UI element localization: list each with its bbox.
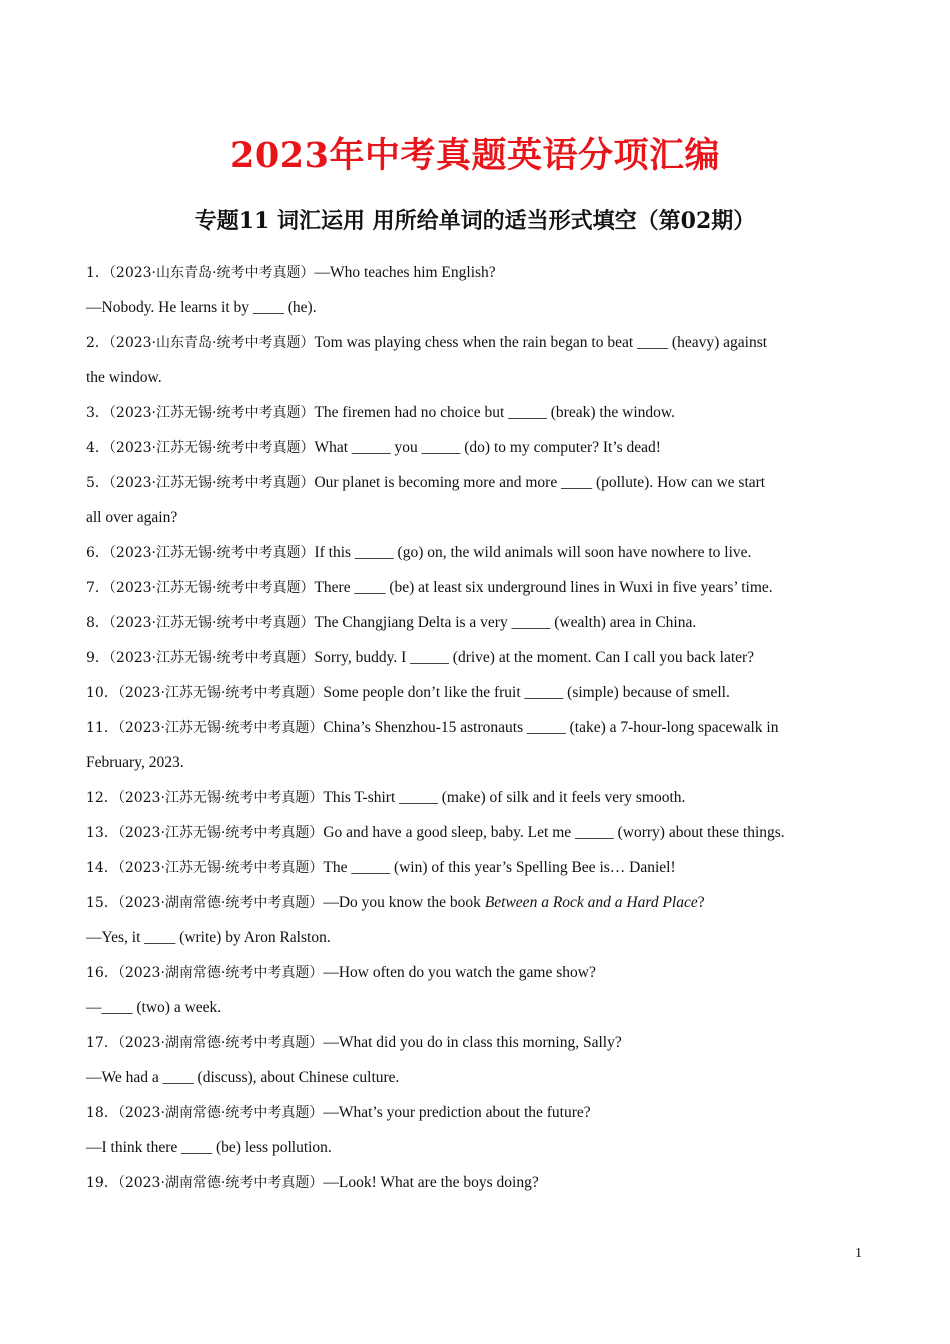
question-first-line	[86, 468, 876, 503]
question-first-line	[86, 573, 876, 608]
question-number: 16．	[86, 965, 118, 981]
question-source: （2023·湖南常德·统考中考真题）	[117, 1105, 324, 1121]
question-first-line	[86, 328, 876, 363]
question-source: （2023·江苏无锡·统考中考真题）	[117, 720, 324, 736]
question-item	[86, 958, 876, 1028]
question-text: all over again?	[86, 509, 178, 526]
question-source: （2023·江苏无锡·统考中考真题）	[108, 405, 315, 421]
question-item	[86, 1168, 876, 1203]
question-source: （2023·江苏无锡·统考中考真题）	[117, 790, 324, 806]
question-item	[86, 1028, 876, 1098]
question-first-line	[86, 1028, 876, 1063]
question-continuation-line	[86, 503, 876, 538]
question-item	[86, 258, 876, 328]
question-item	[86, 783, 876, 818]
question-continuation-line	[86, 1133, 876, 1168]
question-number: 14．	[86, 860, 118, 876]
question-number: 5．	[86, 475, 109, 491]
question-number: 19．	[86, 1175, 118, 1191]
question-text: Sorry, buddy. I _____ (drive) at the moment. Can I call you back later?	[314, 649, 755, 666]
question-list	[86, 258, 876, 1203]
question-item	[86, 713, 876, 783]
question-text-end: ?	[697, 894, 705, 911]
question-source: （2023·湖南常德·统考中考真题）	[117, 1175, 324, 1191]
question-number: 2．	[86, 335, 109, 351]
question-text: There ____ (be) at least six underground lines in Wuxi in five years’ time.	[314, 579, 773, 596]
page-number: 1	[855, 1246, 862, 1261]
question-text: The _____ (win) of this year’s Spelling Bee is… Daniel!	[323, 859, 676, 876]
question-text: —How often do you watch the game show?	[323, 964, 596, 981]
question-text: the window.	[86, 369, 162, 386]
question-text: Tom was playing chess when the rain began to beat ____ (heavy) against	[314, 334, 768, 351]
question-text: Go and have a good sleep, baby. Let me _____ (worry) about these things.	[323, 824, 785, 841]
question-first-line	[86, 258, 876, 293]
question-item	[86, 433, 876, 468]
question-source: （2023·江苏无锡·统考中考真题）	[108, 580, 315, 596]
question-text: —We had a ____ (discuss), about Chinese culture.	[86, 1069, 400, 1086]
question-number: 3．	[86, 405, 109, 421]
question-source: （2023·江苏无锡·统考中考真题）	[108, 650, 315, 666]
question-number: 18．	[86, 1105, 118, 1121]
question-text: The firemen had no choice but _____ (break) the window.	[314, 404, 675, 421]
question-item	[86, 1098, 876, 1168]
question-text: —Who teaches him English?	[314, 264, 496, 281]
question-continuation-line	[86, 923, 876, 958]
question-source: （2023·江苏无锡·统考中考真题）	[117, 825, 324, 841]
question-first-line	[86, 1168, 876, 1203]
question-number: 8．	[86, 615, 109, 631]
question-text: —____ (two) a week.	[86, 999, 222, 1016]
question-number: 17．	[86, 1035, 118, 1051]
question-source: （2023·山东青岛·统考中考真题）	[108, 265, 315, 281]
question-continuation-line	[86, 1063, 876, 1098]
page-subtitle: 专题11 词汇运用 用所给单词的适当形式填空（第02期）	[194, 208, 756, 234]
question-number: 12．	[86, 790, 118, 806]
question-first-line	[86, 678, 876, 713]
question-item	[86, 853, 876, 888]
question-text: This T-shirt _____ (make) of silk and it feels very smooth.	[323, 789, 686, 806]
question-first-line	[86, 783, 876, 818]
question-number: 7．	[86, 580, 109, 596]
question-continuation-line	[86, 363, 876, 398]
question-text: Our planet is becoming more and more ____ (pollute). How can we start	[314, 474, 766, 491]
question-source: （2023·江苏无锡·统考中考真题）	[108, 440, 315, 456]
question-text: —What’s your prediction about the future?	[323, 1104, 591, 1121]
question-first-line	[86, 608, 876, 643]
question-continuation-line	[86, 748, 876, 783]
question-item	[86, 608, 876, 643]
question-source: （2023·江苏无锡·统考中考真题）	[117, 685, 324, 701]
question-text: —I think there ____ (be) less pollution.	[86, 1139, 332, 1156]
question-number: 4．	[86, 440, 109, 456]
question-text: —What did you do in class this morning, Sally?	[323, 1034, 622, 1051]
question-first-line	[86, 538, 876, 573]
question-first-line	[86, 888, 876, 923]
question-source: （2023·湖南常德·统考中考真题）	[117, 895, 324, 911]
question-text: If this _____ (go) on, the wild animals will soon have nowhere to live.	[314, 544, 752, 561]
question-number: 1．	[86, 265, 109, 281]
question-first-line	[86, 818, 876, 853]
question-first-line	[86, 1098, 876, 1133]
question-item	[86, 573, 876, 608]
question-text: China’s Shenzhou-15 astronauts _____ (take) a 7-hour-long spacewalk in	[323, 719, 779, 736]
question-source: （2023·湖南常德·统考中考真题）	[117, 1035, 324, 1051]
question-number: 6．	[86, 545, 109, 561]
question-number: 13．	[86, 825, 118, 841]
question-number: 9．	[86, 650, 109, 666]
question-item	[86, 643, 876, 678]
question-item	[86, 398, 876, 433]
question-source: （2023·山东青岛·统考中考真题）	[108, 335, 315, 351]
question-item	[86, 538, 876, 573]
question-text: The Changjiang Delta is a very _____ (wealth) area in China.	[314, 614, 697, 631]
question-item	[86, 328, 876, 398]
book-title: Between a Rock and a Hard Place	[484, 894, 698, 911]
question-number: 15．	[86, 895, 118, 911]
question-source: （2023·江苏无锡·统考中考真题）	[108, 545, 315, 561]
question-text: —Look! What are the boys doing?	[323, 1174, 539, 1191]
question-first-line	[86, 643, 876, 678]
page-title: 2023年中考真题英语分项汇编	[230, 135, 720, 176]
question-item	[86, 678, 876, 713]
question-item	[86, 468, 876, 538]
question-source: （2023·江苏无锡·统考中考真题）	[108, 615, 315, 631]
question-source: （2023·湖南常德·统考中考真题）	[117, 965, 324, 981]
question-text: —Do you know the book	[323, 894, 485, 911]
question-first-line	[86, 713, 876, 748]
question-first-line	[86, 433, 876, 468]
question-continuation-line	[86, 293, 876, 328]
question-text: What _____ you _____ (do) to my computer? It’s dead!	[314, 439, 661, 456]
question-first-line	[86, 398, 876, 433]
question-source: （2023·江苏无锡·统考中考真题）	[108, 475, 315, 491]
question-item	[86, 818, 876, 853]
question-item	[86, 888, 876, 958]
question-text: —Yes, it ____ (write) by Aron Ralston.	[86, 929, 331, 946]
question-number: 11．	[86, 720, 118, 736]
question-first-line	[86, 958, 876, 993]
question-number: 10．	[86, 685, 118, 701]
question-first-line	[86, 853, 876, 888]
question-continuation-line	[86, 993, 876, 1028]
question-text: —Nobody. He learns it by ____ (he).	[86, 299, 317, 316]
question-text: Some people don’t like the fruit _____ (simple) because of smell.	[323, 684, 730, 701]
question-source: （2023·江苏无锡·统考中考真题）	[117, 860, 324, 876]
question-text: February, 2023.	[86, 754, 184, 771]
